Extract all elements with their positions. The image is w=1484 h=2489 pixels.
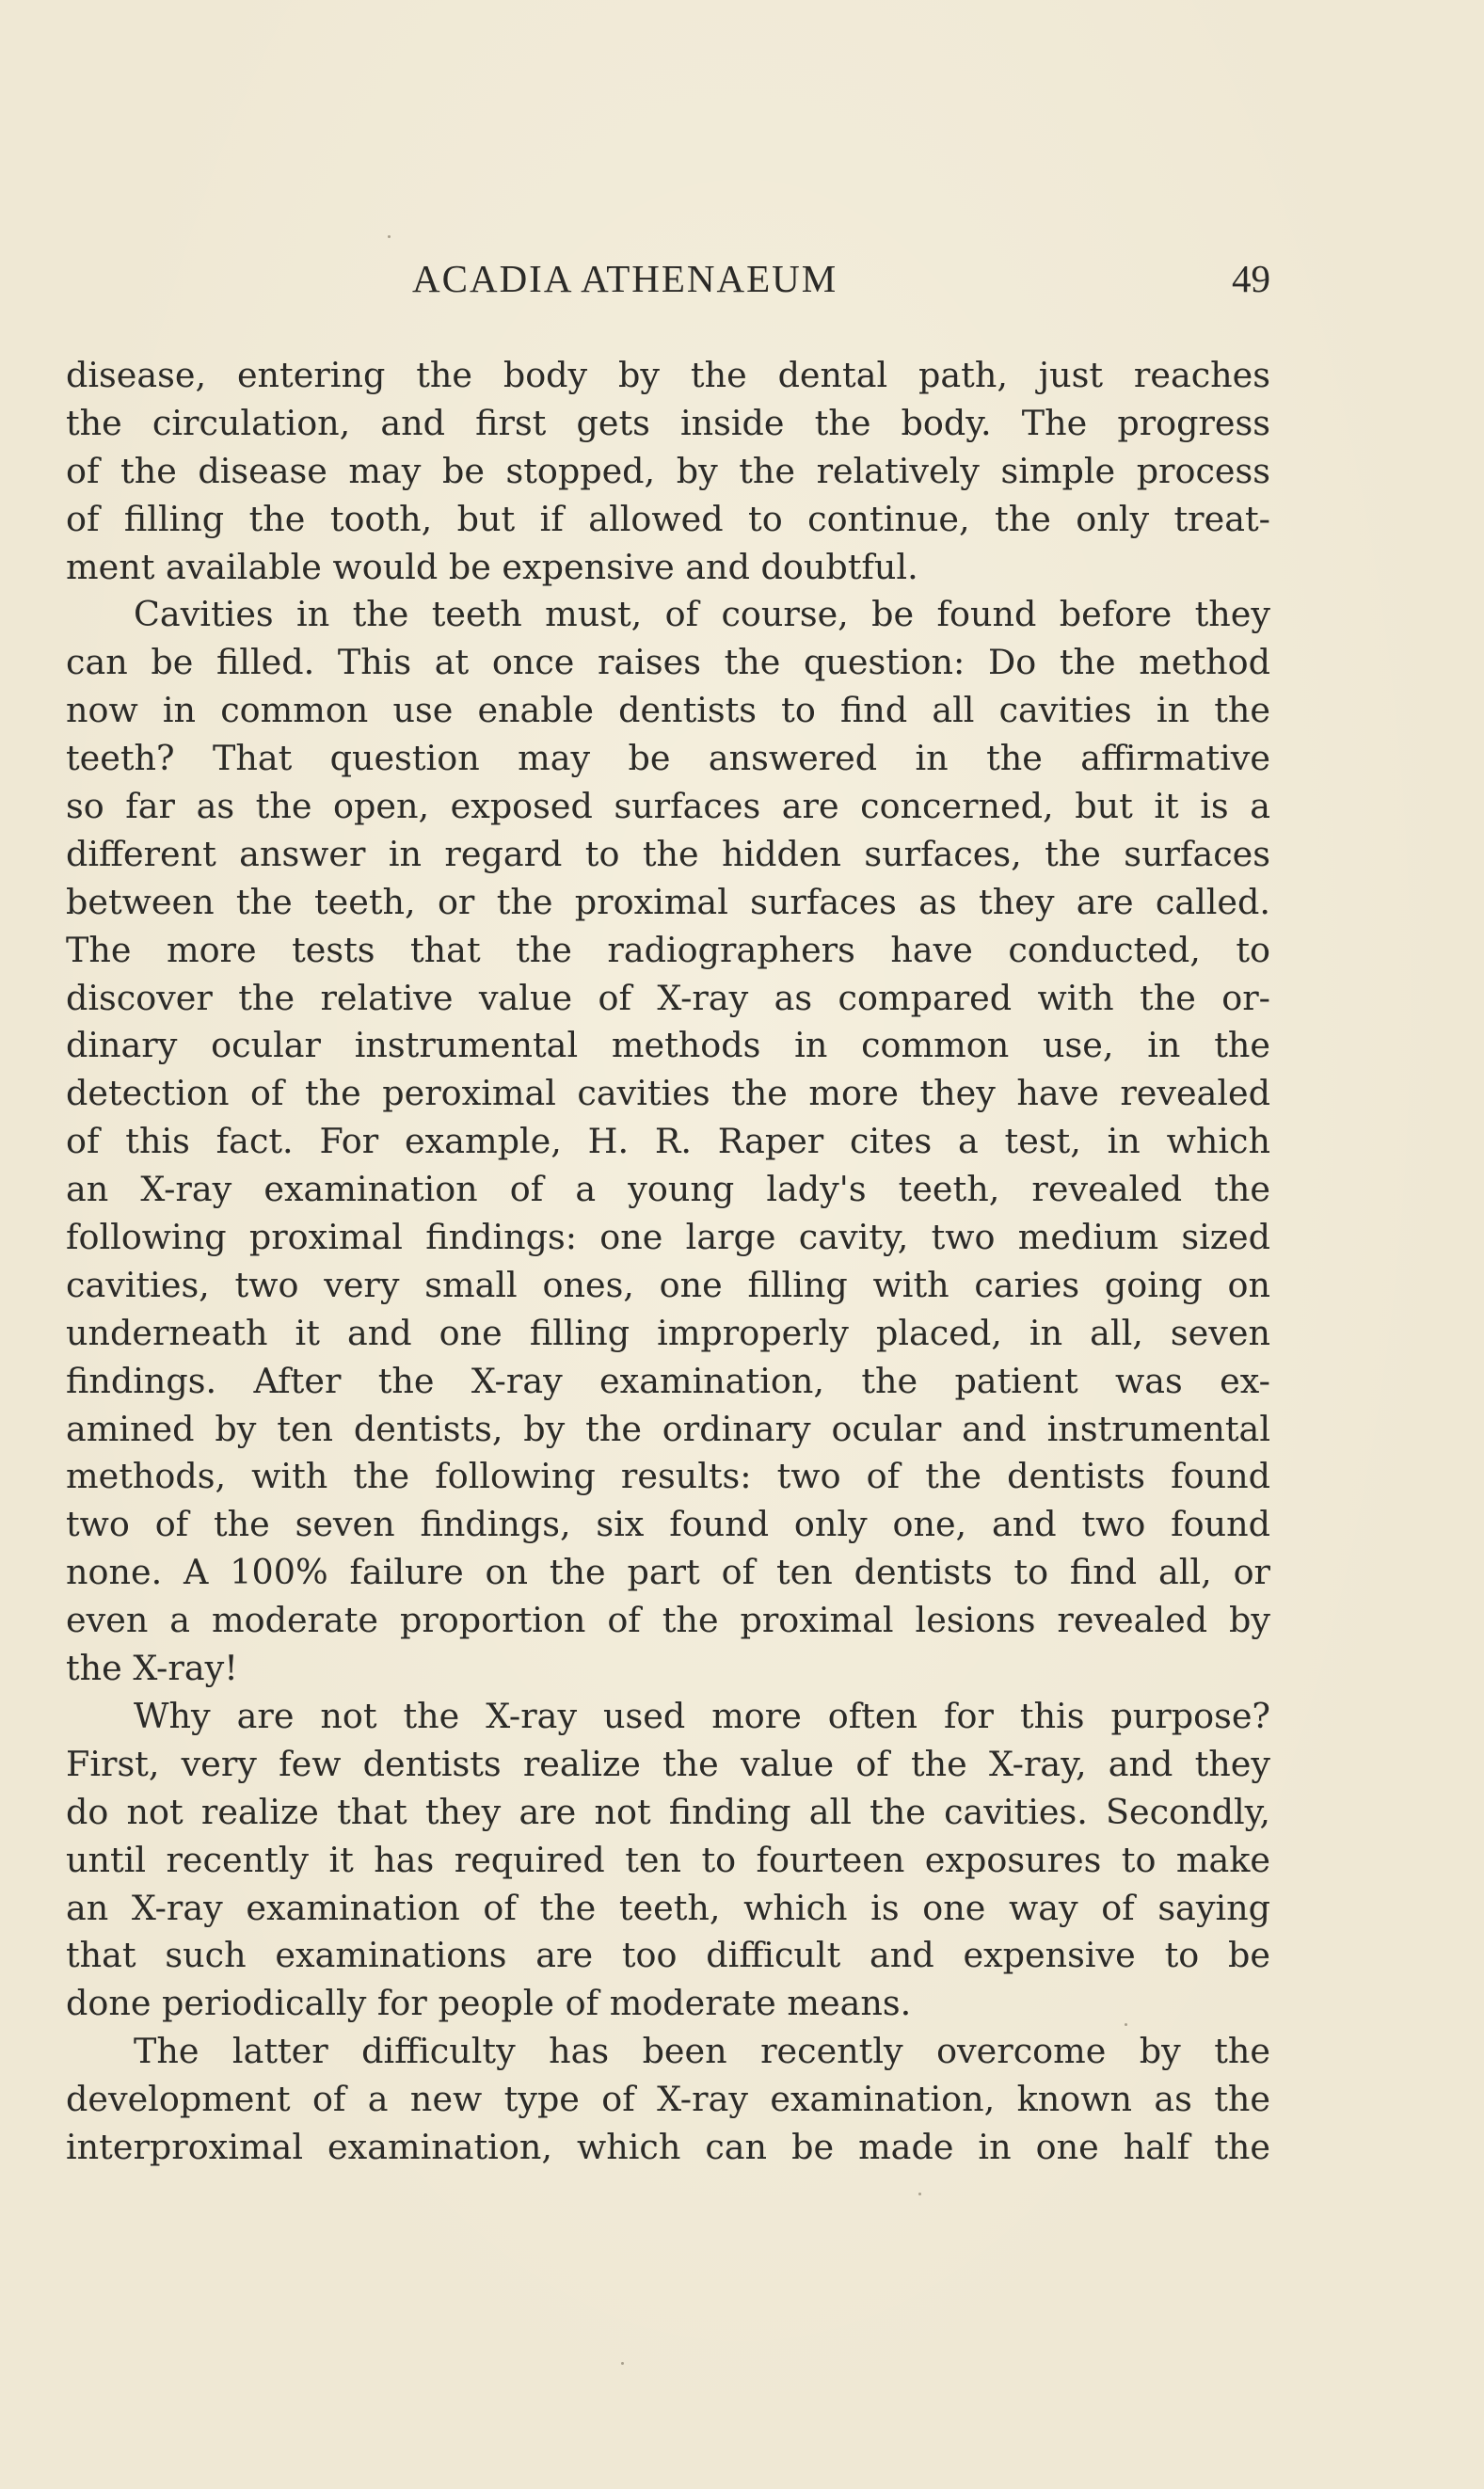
text-line: The latter difficulty has been recently overcome by the [134,2031,1270,2072]
text-line: Cavities in the teeth must, of course, be found before they [134,594,1270,635]
paper-speck [918,2193,921,2195]
paper-speck [1125,2023,1127,2026]
text-line: an X-ray examination of the teeth, which is one way of saying [66,1887,1270,1928]
text-line: teeth? That question may be answered in the affirmative [66,738,1270,779]
text-line: methods, with the following results: two of the dentists found [66,1456,1270,1497]
text-line: amined by ten dentists, by the ordinary ocular and instrumental [66,1408,1270,1449]
text-line: of the disease may be stopped, by the relatively simple process [66,450,1270,491]
text-line: between the teeth, or the proximal surfaces as they are called. [66,881,1270,922]
text-line: disease, entering the body by the dental path, just reaches [66,355,1270,395]
text-line: that such examinations are too difficult and expensive to be [66,1935,1270,1976]
text-line: underneath it and one filling improperly placed, in all, seven [66,1312,1270,1353]
text-line: the circulation, and first gets inside the body. The progress [66,402,1270,443]
text-line: done periodically for people of moderate means. [66,1983,912,2024]
text-line: even a moderate proportion of the proximal lesions revealed by [66,1600,1270,1641]
paper-speck [388,235,391,238]
text-line: different answer in regard to the hidden surfaces, the surfaces [66,833,1270,874]
text-line: The more tests that the radiographers have conducted, to [66,929,1270,970]
text-line: two of the seven findings, six found only one, and two found [66,1504,1270,1545]
text-line: interproximal examination, which can be made in one half the [66,2126,1270,2167]
text-line: findings. After the X-ray examination, the patient was ex- [66,1360,1270,1401]
page-number: 49 [1232,257,1270,300]
text-line: cavities, two very small ones, one filling with caries going on [66,1264,1270,1305]
text-line: can be filled. This at once raises the question: Do the method [66,642,1270,683]
text-line: dinary ocular instrumental methods in common use, in the [66,1025,1270,1066]
text-line: development of a new type of X-ray examination, known as the [66,2079,1270,2120]
body-text [66,352,1270,2172]
text-line: none. A 100% failure on the part of ten dentists to find all, or [66,1552,1270,1593]
text-line: following proximal findings: one large cavity, two medium sized [66,1217,1270,1258]
text-line: now in common use enable dentists to find all cavities in the [66,690,1270,731]
text-line: do not realize that they are not finding all the cavities. Secondly, [66,1791,1270,1832]
text-line: the X-ray! [66,1648,238,1689]
text-line: detection of the peroximal cavities the more they have revealed [66,1073,1270,1114]
text-line: Why are not the X-ray used more often for this purpose? [134,1695,1270,1736]
text-line: an X-ray examination of a young lady's teeth, revealed the [66,1169,1270,1210]
text-line: ment available would be expensive and doubtful. [66,546,918,587]
text-line: so far as the open, exposed surfaces are concerned, but it is a [66,786,1270,827]
text-line: First, very few dentists realize the value of the X-ray, and they [66,1743,1270,1784]
text-line: discover the relative value of X-ray as compared with the or- [66,977,1270,1018]
text-line: of filling the tooth, but if allowed to continue, the only treat- [66,498,1270,539]
text-line: until recently it has required ten to fourteen exposures to make [66,1839,1270,1880]
paper-speck [621,2362,624,2365]
running-head: ACADIA ATHENAEUM [412,257,838,300]
text-line: of this fact. For example, H. R. Raper cites a test, in which [66,1121,1270,1162]
page-header [66,256,1270,312]
